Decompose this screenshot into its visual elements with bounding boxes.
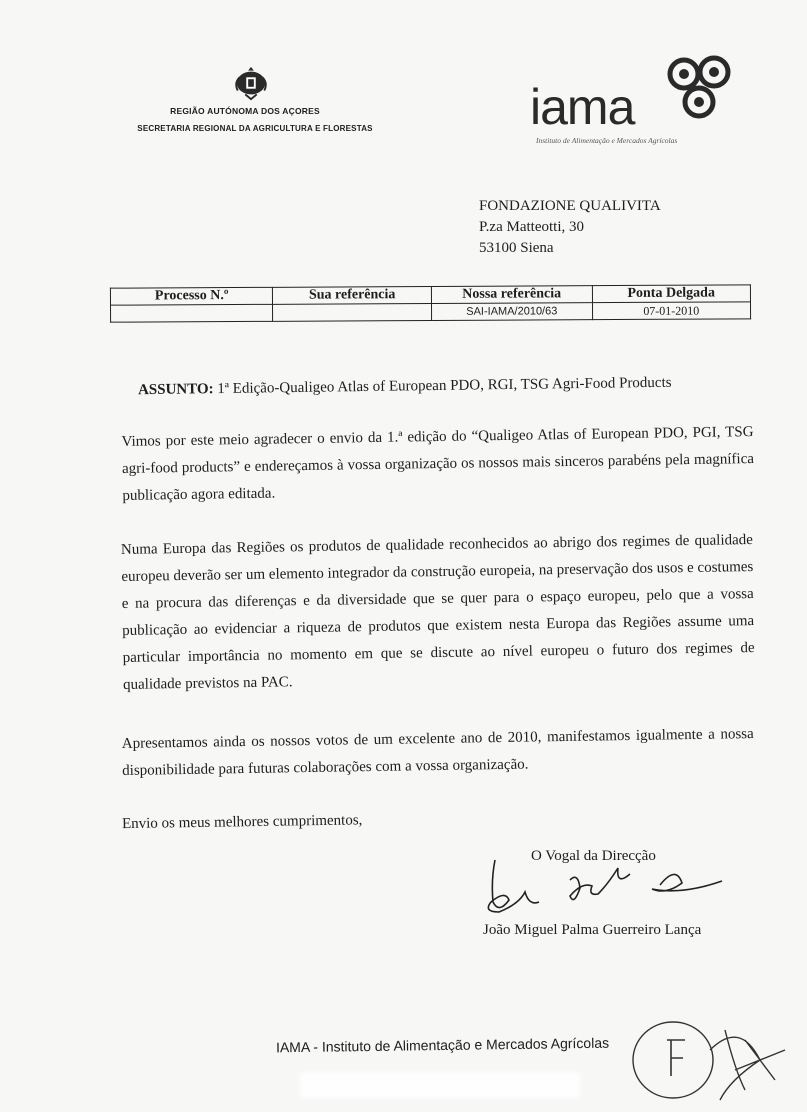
signer-name: João Miguel Palma Guerreiro Lança [483,922,702,938]
subject-text: 1ª Edição-Qualigeo Atlas of European PDO, RGI, TSG Agri-Food Products [217,374,672,398]
table-cell [111,304,274,322]
iama-logo-word: iama [530,79,635,135]
table-header-cell: Processo N.º [110,287,273,305]
paragraph: Numa Europa das Regiões os produtos de qualidade reconhecidos ao abrigo dos regimes de qualidade europeu deverão ser um elemento integrador da construção europeia, na preservação dos usos e costumes e na procura das diferenças e da diversidade que se quer para o espaço europeu, pelo que a vossa publicação ao evidenciar a riqueza de produtos que existem nesta Europa das Regiões assume uma particular importância no momento em que se discute ao nível europeu o futuro dos regimes de qualidade previstos na PAC. [120,532,755,693]
subject-label: ASSUNTO: [137,381,214,399]
letter-subject [138,374,738,399]
table-header-cell: Ponta Delgada [592,285,751,303]
table-cell: SAI-IAMA/2010/63 [431,303,592,321]
recipient-address [479,196,661,259]
handwritten-signature-icon [470,855,740,925]
closing-line: Envio os meus melhores cumprimentos, [121,812,363,833]
reference-table [110,284,751,322]
secretariat-name: SECRETARIA REGIONAL DA AGRICULTURA E FLORESTAS [137,124,373,133]
table-cell: 07-01-2010 [592,302,751,320]
address-line: 53100 Siena [479,240,554,256]
table-header-cell: Sua referência [273,286,432,304]
address-line: FONDAZIONE QUALIVITA [479,198,661,214]
table-header-cell: Nossa referência [431,286,592,304]
iama-swirl-logo-icon [664,52,734,124]
footer-text: IAMA - Instituto de Alimentação e Mercados Agrícolas [275,1034,610,1056]
initials-stamp-icon [615,1010,795,1105]
signer-title: O Vogal da Direcção [531,848,656,864]
region-name: REGIÃO AUTÓNOMA DOS AÇORES [170,106,320,116]
address-line: P.za Matteotti, 30 [479,219,584,235]
table-cell [273,303,432,321]
redacted-area [300,1072,580,1098]
paragraph: Vimos por este meio agradecer o envio da 1.ª edição do “Qualigeo Atlas of European PDO, PGI, TSG agri-food products” e endereçamos à vossa organização os nossos mais sinceros parabéns pela magnífica publicação agora editada. [121,424,755,504]
iama-logo-subtitle: Instituto de Alimentação e Mercados Agrícolas [536,136,678,145]
coat-of-arms-icon [232,64,270,102]
table-row [111,302,751,322]
paragraph: Apresentamos ainda os nossos votos de um excelente ano de 2010, manifestamos igualmente a nossa disponibilidade para futuras colaborações com a vossa organização. [121,726,754,779]
